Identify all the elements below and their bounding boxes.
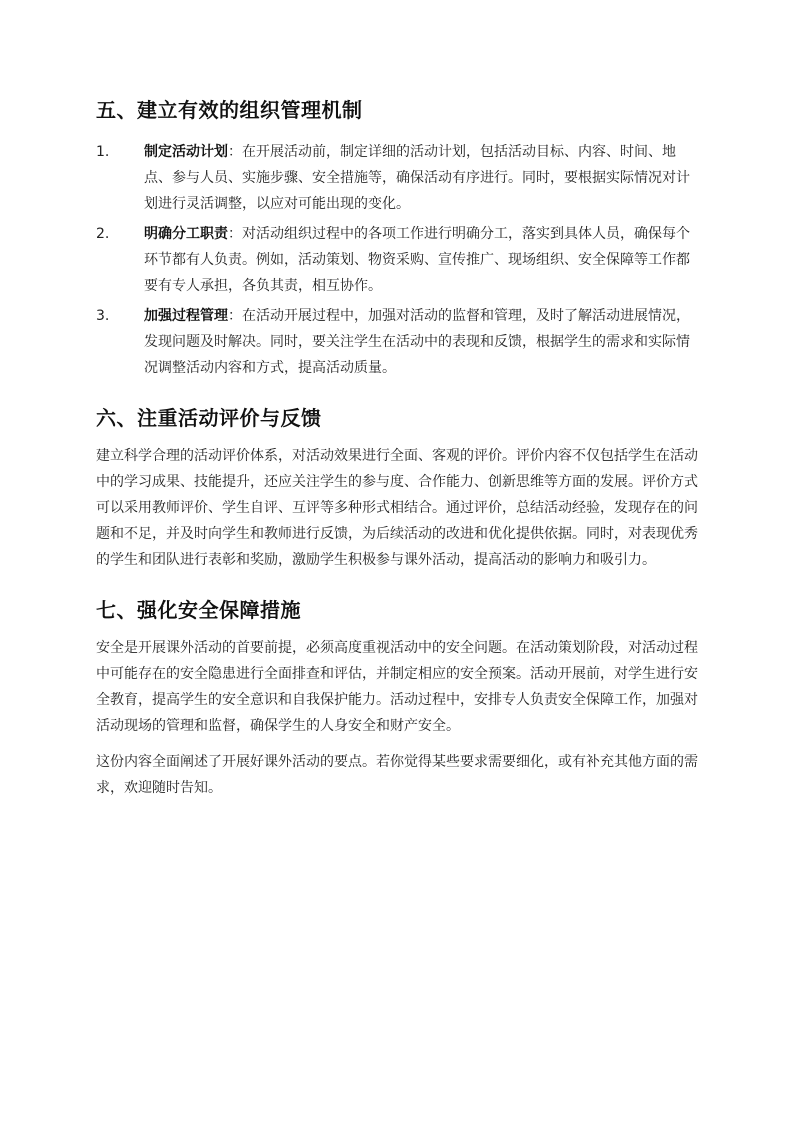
- section7-heading: 七、强化安全保障措施: [96, 598, 301, 622]
- list-item-heading: 制定活动计划: [144, 144, 228, 160]
- section5-heading: 五、建立有效的组织管理机制: [96, 98, 363, 122]
- section6-paragraph: 建立科学合理的活动评价体系，对活动效果进行全面、客观的评价。评价内容不仅包括学生在活动中的学习成果、技能提升，还应关注学生的参与度、合作能力、创新思维等方面的发展。评价方式可以采用教师评价、学生自评、互评等多种形式相结合。通过评价，总结活动经验，发现存在的问题和不足，并及时向学生和教师进行反馈，为后续活动的改进和优化提供依据。同时，对表现优秀的学生和团队进行表彰和奖励，激励学生积极参与课外活动，提高活动的影响力和吸引力。: [96, 448, 698, 568]
- list-item-separator: ：: [228, 226, 242, 242]
- section7-paragraph: 安全是开展课外活动的首要前提，必须高度重视活动中的安全问题。在活动策划阶段，对活动过程中可能存在的安全隐患进行全面排查和评估，并制定相应的安全预案。活动开展前，对学生进行安全教育，提高学生的安全意识和自我保护能力。活动过程中，安排专人负责安全保障工作，加强对活动现场的管理和监督，确保学生的人身安全和财产安全。: [96, 640, 698, 734]
- list-item-text: 对活动组织过程中的各项工作进行明确分工，落实到具体人员，确保每个环节都有人负责。例如，活动策划、物资采购、宣传推广、现场组织、安全保障等工作都要有专人承担，各负其责，相互协作。: [144, 226, 690, 294]
- list-item: [96, 221, 700, 299]
- list-item-number: 2.: [96, 226, 110, 242]
- list-item-number: 1.: [96, 144, 110, 160]
- list-item-separator: ：: [228, 144, 242, 160]
- closing-paragraph: 这份内容全面阐述了开展好课外活动的要点。若你觉得某些要求需要细化，或有补充其他方面的需求，欢迎随时告知。: [96, 754, 698, 796]
- list-item-number: 3.: [96, 308, 110, 324]
- section5-list: [96, 139, 700, 381]
- list-item-heading: 明确分工职责: [144, 226, 228, 242]
- list-item-text: 在开展活动前，制定详细的活动计划，包括活动目标、内容、时间、地点、参与人员、实施步骤、安全措施等，确保活动有序进行。同时，要根据实际情况对计划进行灵活调整，以应对可能出现的变化。: [144, 144, 690, 212]
- list-item: [96, 139, 700, 217]
- list-item-heading: 加强过程管理: [144, 308, 228, 324]
- list-item: [96, 303, 700, 381]
- document-page: [96, 95, 700, 801]
- section6-heading: 六、注重活动评价与反馈: [96, 406, 322, 430]
- list-item-separator: ：: [228, 308, 242, 324]
- list-item-text: 在活动开展过程中，加强对活动的监督和管理，及时了解活动进展情况，发现问题及时解决。同时，要关注学生在活动中的表现和反馈，根据学生的需求和实际情况调整活动内容和方式，提高活动质量。: [144, 308, 690, 376]
